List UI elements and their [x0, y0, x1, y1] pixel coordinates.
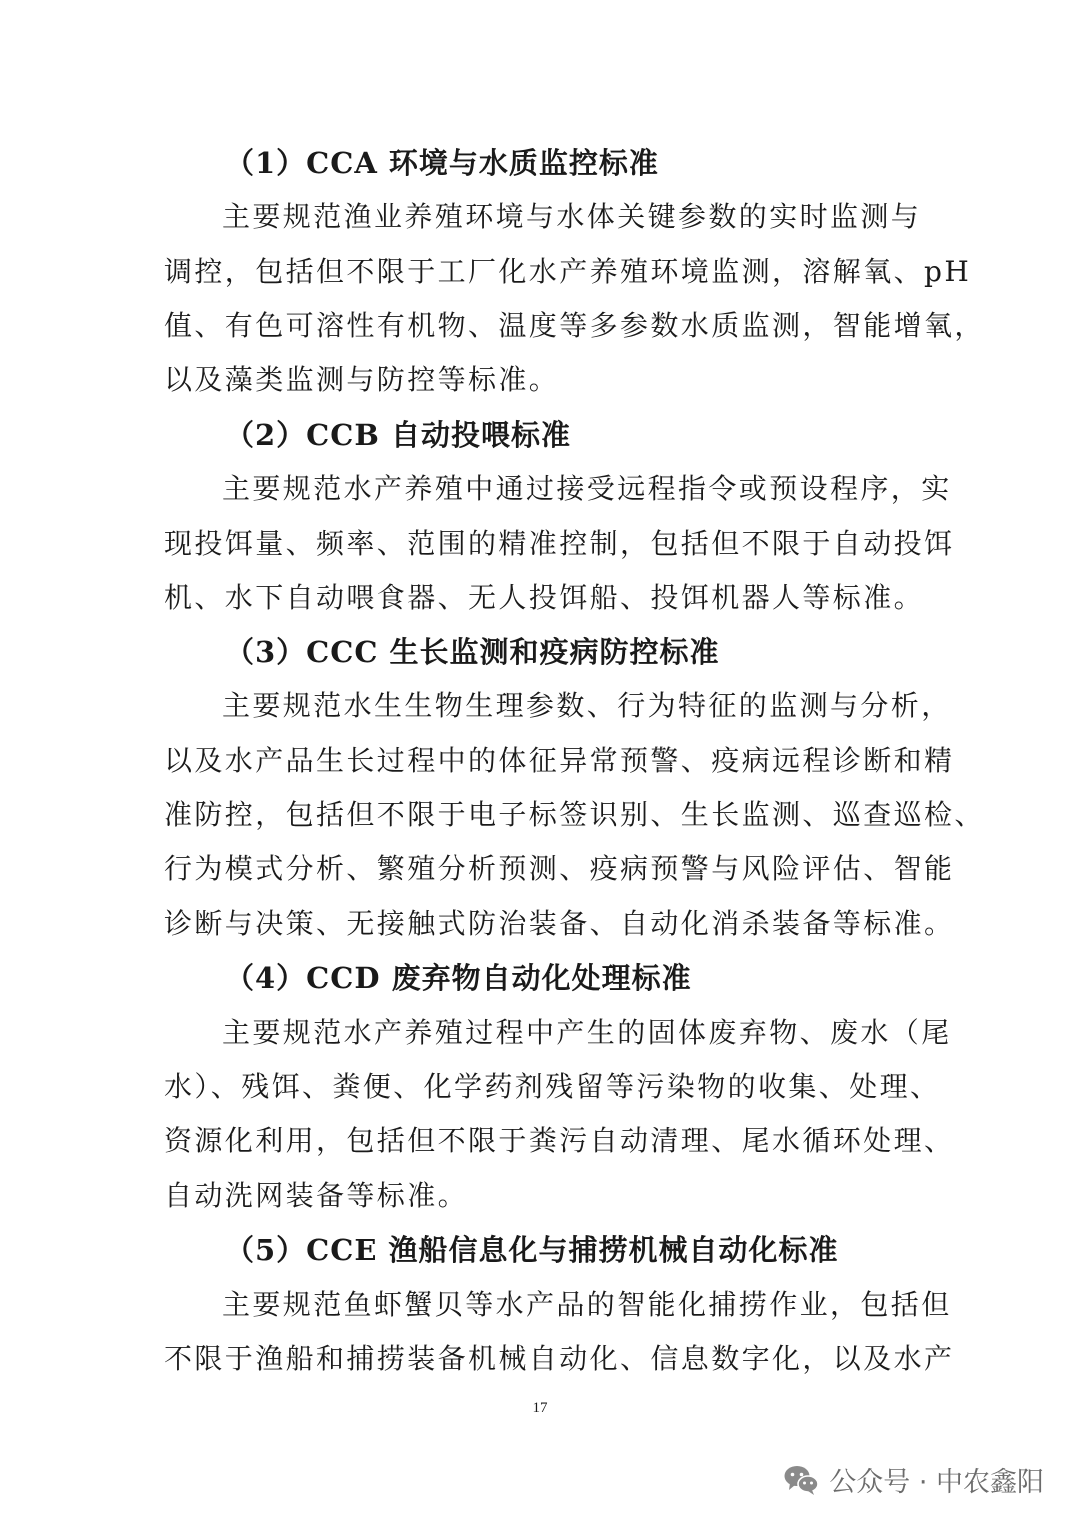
paragraph-line: 主要规范渔业养殖环境与水体关键参数的实时监测与 [222, 200, 922, 233]
paragraph-line: 行为模式分析、繁殖分析预测、疫病预警与风险评估、智能 [164, 852, 955, 885]
paragraph-line: 值、有色可溶性有机物、温度等多参数水质监测，智能增氧， [164, 309, 985, 342]
watermark-text: 公众号 · 中农鑫阳 [829, 1467, 1044, 1498]
paragraph-line: 诊断与决策、无接触式防治装备、自动化消杀装备等标准。 [164, 907, 955, 940]
page-number: 17 [532, 1400, 548, 1416]
paragraph-line: 主要规范鱼虾蟹贝等水产品的智能化捕捞作业，包括但 [222, 1288, 952, 1321]
paragraph-line: 以及水产品生长过程中的体征异常预警、疫病远程诊断和精 [164, 744, 955, 777]
paragraph-line: 调控，包括但不限于工厂化水产养殖环境监测，溶解氧、pH [164, 255, 972, 288]
section-heading-1: （1）CCA 环境与水质监控标准 [225, 146, 659, 180]
section-heading-3: （3）CCC 生长监测和疫病防控标准 [225, 635, 720, 669]
section-heading-2: （2）CCB 自动投喂标准 [225, 418, 571, 452]
paragraph-line: 资源化利用，包括但不限于粪污自动清理、尾水循环处理、 [164, 1124, 955, 1157]
section-heading-5: （5）CCE 渔船信息化与捕捞机械自动化标准 [225, 1233, 839, 1267]
paragraph-line: 主要规范水产养殖中通过接受远程指令或预设程序，实 [222, 472, 952, 505]
paragraph-line: 主要规范水生生物生理参数、行为特征的监测与分析， [222, 689, 952, 722]
section-heading-4: （4）CCD 废弃物自动化处理标准 [225, 961, 692, 995]
wechat-icon [783, 1464, 819, 1496]
paragraph-line: 不限于渔船和捕捞装备机械自动化、信息数字化，以及水产 [164, 1342, 955, 1375]
paragraph-line: 主要规范水产养殖过程中产生的固体废弃物、废水（尾 [222, 1016, 952, 1049]
paragraph-line: 以及藻类监测与防控等标准。 [164, 363, 560, 396]
paragraph-line: 机、水下自动喂食器、无人投饵船、投饵机器人等标准。 [164, 581, 925, 614]
paragraph-line: 现投饵量、频率、范围的精准控制，包括但不限于自动投饵 [164, 527, 955, 560]
watermark [783, 1460, 1044, 1499]
paragraph-line: 水）、残饵、粪便、化学药剂残留等污染物的收集、处理、 [164, 1070, 941, 1103]
paragraph-line: 准防控，包括但不限于电子标签识别、生长监测、巡查巡检、 [164, 798, 985, 831]
paragraph-line: 自动洗网装备等标准。 [164, 1179, 469, 1212]
